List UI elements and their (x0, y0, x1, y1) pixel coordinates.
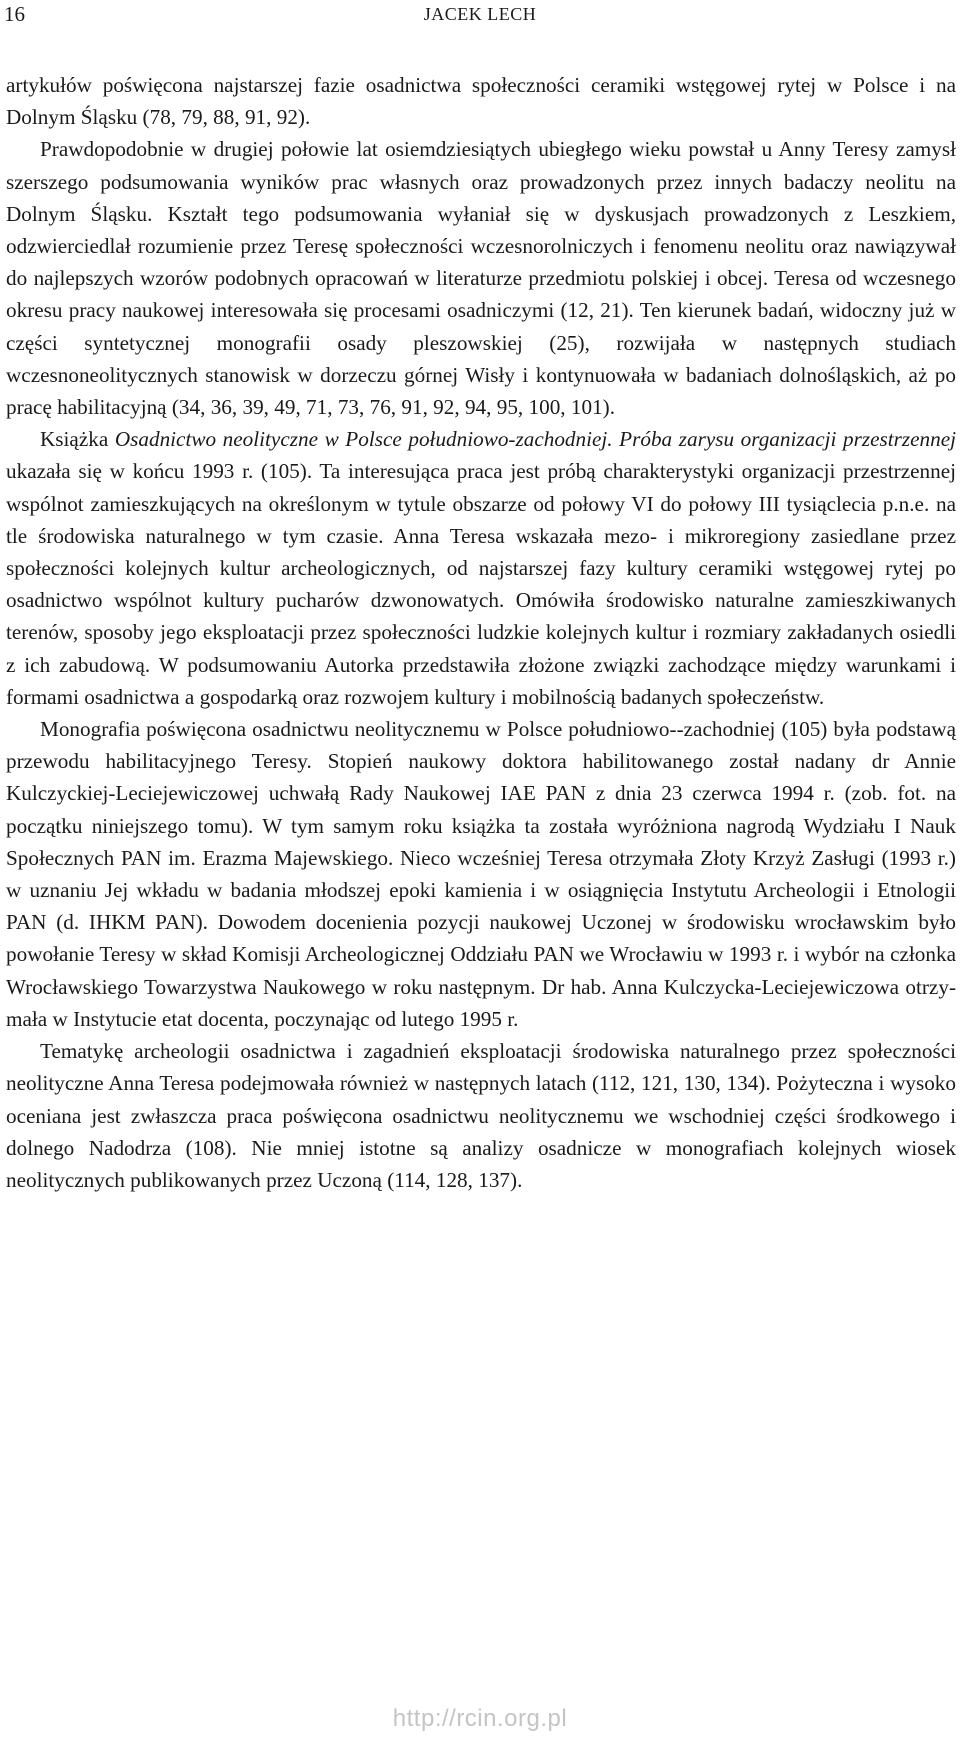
book-title: Osadnictwo neolityczne w Polsce południowo-zachodniej. Próba zarysu organizacji przestrzennej (114, 427, 956, 452)
body-text (6, 69, 956, 1196)
paragraph-3 (6, 423, 956, 713)
watermark: http://rcin.org.pl (392, 1705, 568, 1732)
paragraph-5: Tematykę archeologii osadnictwa i zagadnień eksploatacji środowiska naturalnego przez społeczności neolityczne Anna Teresa podejmowała również w następnych latach (112, 121, 130, 134). Pożyteczna i wysoko oceniana jest zwłaszcza praca poświęcona osadnictwu neolitycznemu we wschodniej części środkowego i dolnego Nadodrza (108). Nie mniej istotne są analizy osadnicze w monografiach kolejnych wiosek neolitycznych publikowanych przez Uczoną (114, 128, 137). (6, 1039, 956, 1192)
paragraph-3-text: ukazała się w końcu 1993 r. (105). Ta interesująca praca jest próbą charakterystyki organizacji przestrzennej wspólnot zamieszkujących na określonym w tytule obszarze od połowy VI do połowy III tysiąclecia p.n.e. na tle środowiska naturalnego w tym czasie. Anna Teresa wskazała mezo- i mikroregiony zasiedlane przez społeczności kolejnych kultur archeologicznych, od najstarszej fazy kultury ceramiki wstęgowej rytej po osadnictwo wspólnot kultury pucharów dzwonowatych. Omówiła środowisko naturalne zamieszkiwanych terenów, sposoby jego eksploatacji przez społeczności ludzkie kolejnych kultur i rozmiary zakładanych osiedli z ich zabudową. W podsumowaniu Autorka przedstawiła złożone związki zachodzące między warunkami i formami osadnictwa a gospodarką oraz rozwojem kultury i mobilnością badanych społeczeństw. (6, 459, 956, 709)
running-head: JACEK LECH (423, 4, 537, 24)
paragraph-2: Prawdopodobnie w drugiej połowie lat osiemdziesiątych ubiegłego wieku powstał u Anny Teresy zamysł szerszego podsumowania wyników prac własnych oraz prowadzonych przez innych badaczy neolitu na Dolnym Śląsku. Kształt tego podsumowania wyłaniał się w dyskusjach prowadzonych z Leszkiem, odzwierciedlał rozumienie przez Teresę społeczności wczesnorolniczych i fenomenu neolitu oraz nawiązywał do najlepszych wzorów podobnych opracowań w literaturze przedmiotu polskiej i obcej. Teresa od wczesnego okresu pracy naukowej interesowała się procesami osadniczymi (12, 21). Ten kierunek badań, widoczny już w części syntetycznej monografii osady pleszowskiej (25), rozwijała w następnych studiach wczesnoneolitycznych stanowisk w dorzeczu górnej Wisły i kontynuowała w badaniach dolnośląskich, aż po pracę habilitacyjną (34, 36, 39, 49, 71, 73, 76, 91, 92, 94, 95, 100, 101). (6, 137, 956, 420)
page-number: 16 (4, 2, 25, 26)
page-header (0, 0, 960, 30)
paragraph-3-lead: Książka (40, 427, 115, 452)
paragraph-1: artykułów poświęcona najstarszej fazie osadnictwa społeczności ceramiki wstęgowej rytej w Polsce i na Dolnym Śląsku (78, 79, 88, 91, 92). (6, 73, 956, 130)
paragraph-4: Monografia poświęcona osadnictwu neolitycznemu w Polsce południowo--zachodniej (105) była podstawą przewodu habilitacyjnego Teresy. Stopień naukowy doktora habilitowanego został nadany dr Annie Kulczyckiej-Leciejewiczowej uchwałą Rady Naukowej IAE PAN z dnia 23 czerwca 1994 r. (zob. fot. na początku niniejszego tomu). W tym samym roku książka ta została wyróżniona nagrodą Wydziału I Nauk Społecznych PAN im. Erazma Majewskiego. Nieco wcześniej Teresa otrzymała Złoty Krzyż Zasługi (1993 r.) w uznaniu Jej wkładu w badania młodszej epoki kamienia i w osiągnięcia Instytutu Archeologii i Etnologii PAN (d. IHKM PAN). Dowodem docenienia pozycji naukowej Uczonej w środowisku wrocławskim było powołanie Teresy w skład Komisji Archeologicznej Oddziału PAN we Wrocławiu w 1993 r. i wybór na członka Wrocławskiego Towarzystwa Naukowego w roku następnym. Dr hab. Anna Kulczycka-Leciejewiczowa otrzymała w Instytucie etat docenta, poczynając od lutego 1995 r. (6, 717, 956, 1031)
